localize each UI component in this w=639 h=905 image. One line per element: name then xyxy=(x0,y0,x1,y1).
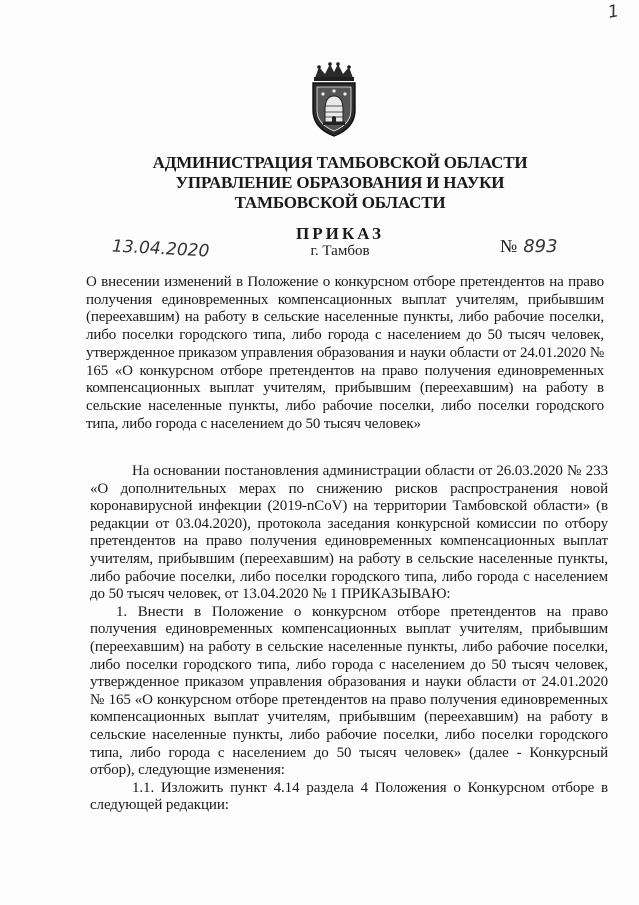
order-number-handwritten: 893 xyxy=(523,236,558,257)
order-subject: О внесении изменений в Положение о конкурсном отборе претендентов на право получения единовременных компенсационных выплат учителям, прибывшим (переехавшим) на работу в сельские населенные пункты, либо рабочие поселки, либо поселки городского типа, либо города с населением до 50 тысяч человек, утвержденное приказом управления образования и науки области от 24.01.2020 № 165 «О конкурсном отборе претендентов на право получения единовременных компенсационных выплат учителям, прибывшим (переехавшим) на работу в сельские населенные пункты, либо рабочие поселки, либо поселки городского типа, либо города с населением до 50 тысяч человек» xyxy=(86,274,604,432)
preamble-paragraph: На основании постановления администрации области от 26.03.2020 № 233 «О дополнительных мерах по снижению рисков распространения новой коронавирусной инфекции (2019-nCoV) на территории Тамбовской области» (в редакции от 03.04.2020), протокола заседания конкурсной комиссии по отбору претендентов на право получения единовременных компенсационных выплат учителям, прибывшим (переехавшим) на работу в сельские населенные пункты, либо рабочие поселки, либо поселки городского типа, либо города с населением до 50 тысяч человек, от 13.04.2020 № 1 ПРИКАЗЫВАЮ: xyxy=(90,463,608,603)
header-line-1: АДМИНИСТРАЦИЯ ТАМБОВСКОЙ ОБЛАСТИ xyxy=(152,153,528,172)
order-title: ПРИКАЗ xyxy=(296,224,384,243)
number-sign: № xyxy=(500,236,518,256)
tambov-coat-of-arms-icon xyxy=(303,62,365,138)
page-number: 1 xyxy=(606,1,621,23)
item-1-1-paragraph: 1.1. Изложить пункт 4.14 раздела 4 Положения о Конкурсном отборе в следующей редакции: xyxy=(90,779,608,814)
item-1-paragraph: 1. Внести в Положение о конкурсном отборе претендентов на право получения единовременных компенсационных выплат учителям, прибывшим (переехавшим) на работу в сельские населенные пункты, либо рабочие поселки, либо поселки городского типа, либо города с населением до 50 тысяч человек, утвержденное приказом управления образования и науки области от 24.01.2020 № 165 «О конкурсном отборе претендентов на право получения единовременных компенсационных выплат учителям, прибывшим (переехавшим) на работу в сельские населенные пункты, либо рабочие поселки, либо поселки городского типа, либо города с населением до 50 тысяч человек» (далее - Конкурсный отбор), следующие изменения: xyxy=(90,603,608,779)
order-date-handwritten: 13.04.2020 xyxy=(111,236,210,262)
header-line-2: УПРАВЛЕНИЕ ОБРАЗОВАНИЯ И НАУКИ xyxy=(175,173,505,192)
order-body xyxy=(90,463,608,815)
order-number xyxy=(500,236,558,257)
header-line-3: ТАМБОВСКОЙ ОБЛАСТИ xyxy=(234,193,446,212)
order-city: г. Тамбов xyxy=(310,243,370,259)
organization-header xyxy=(140,153,540,213)
